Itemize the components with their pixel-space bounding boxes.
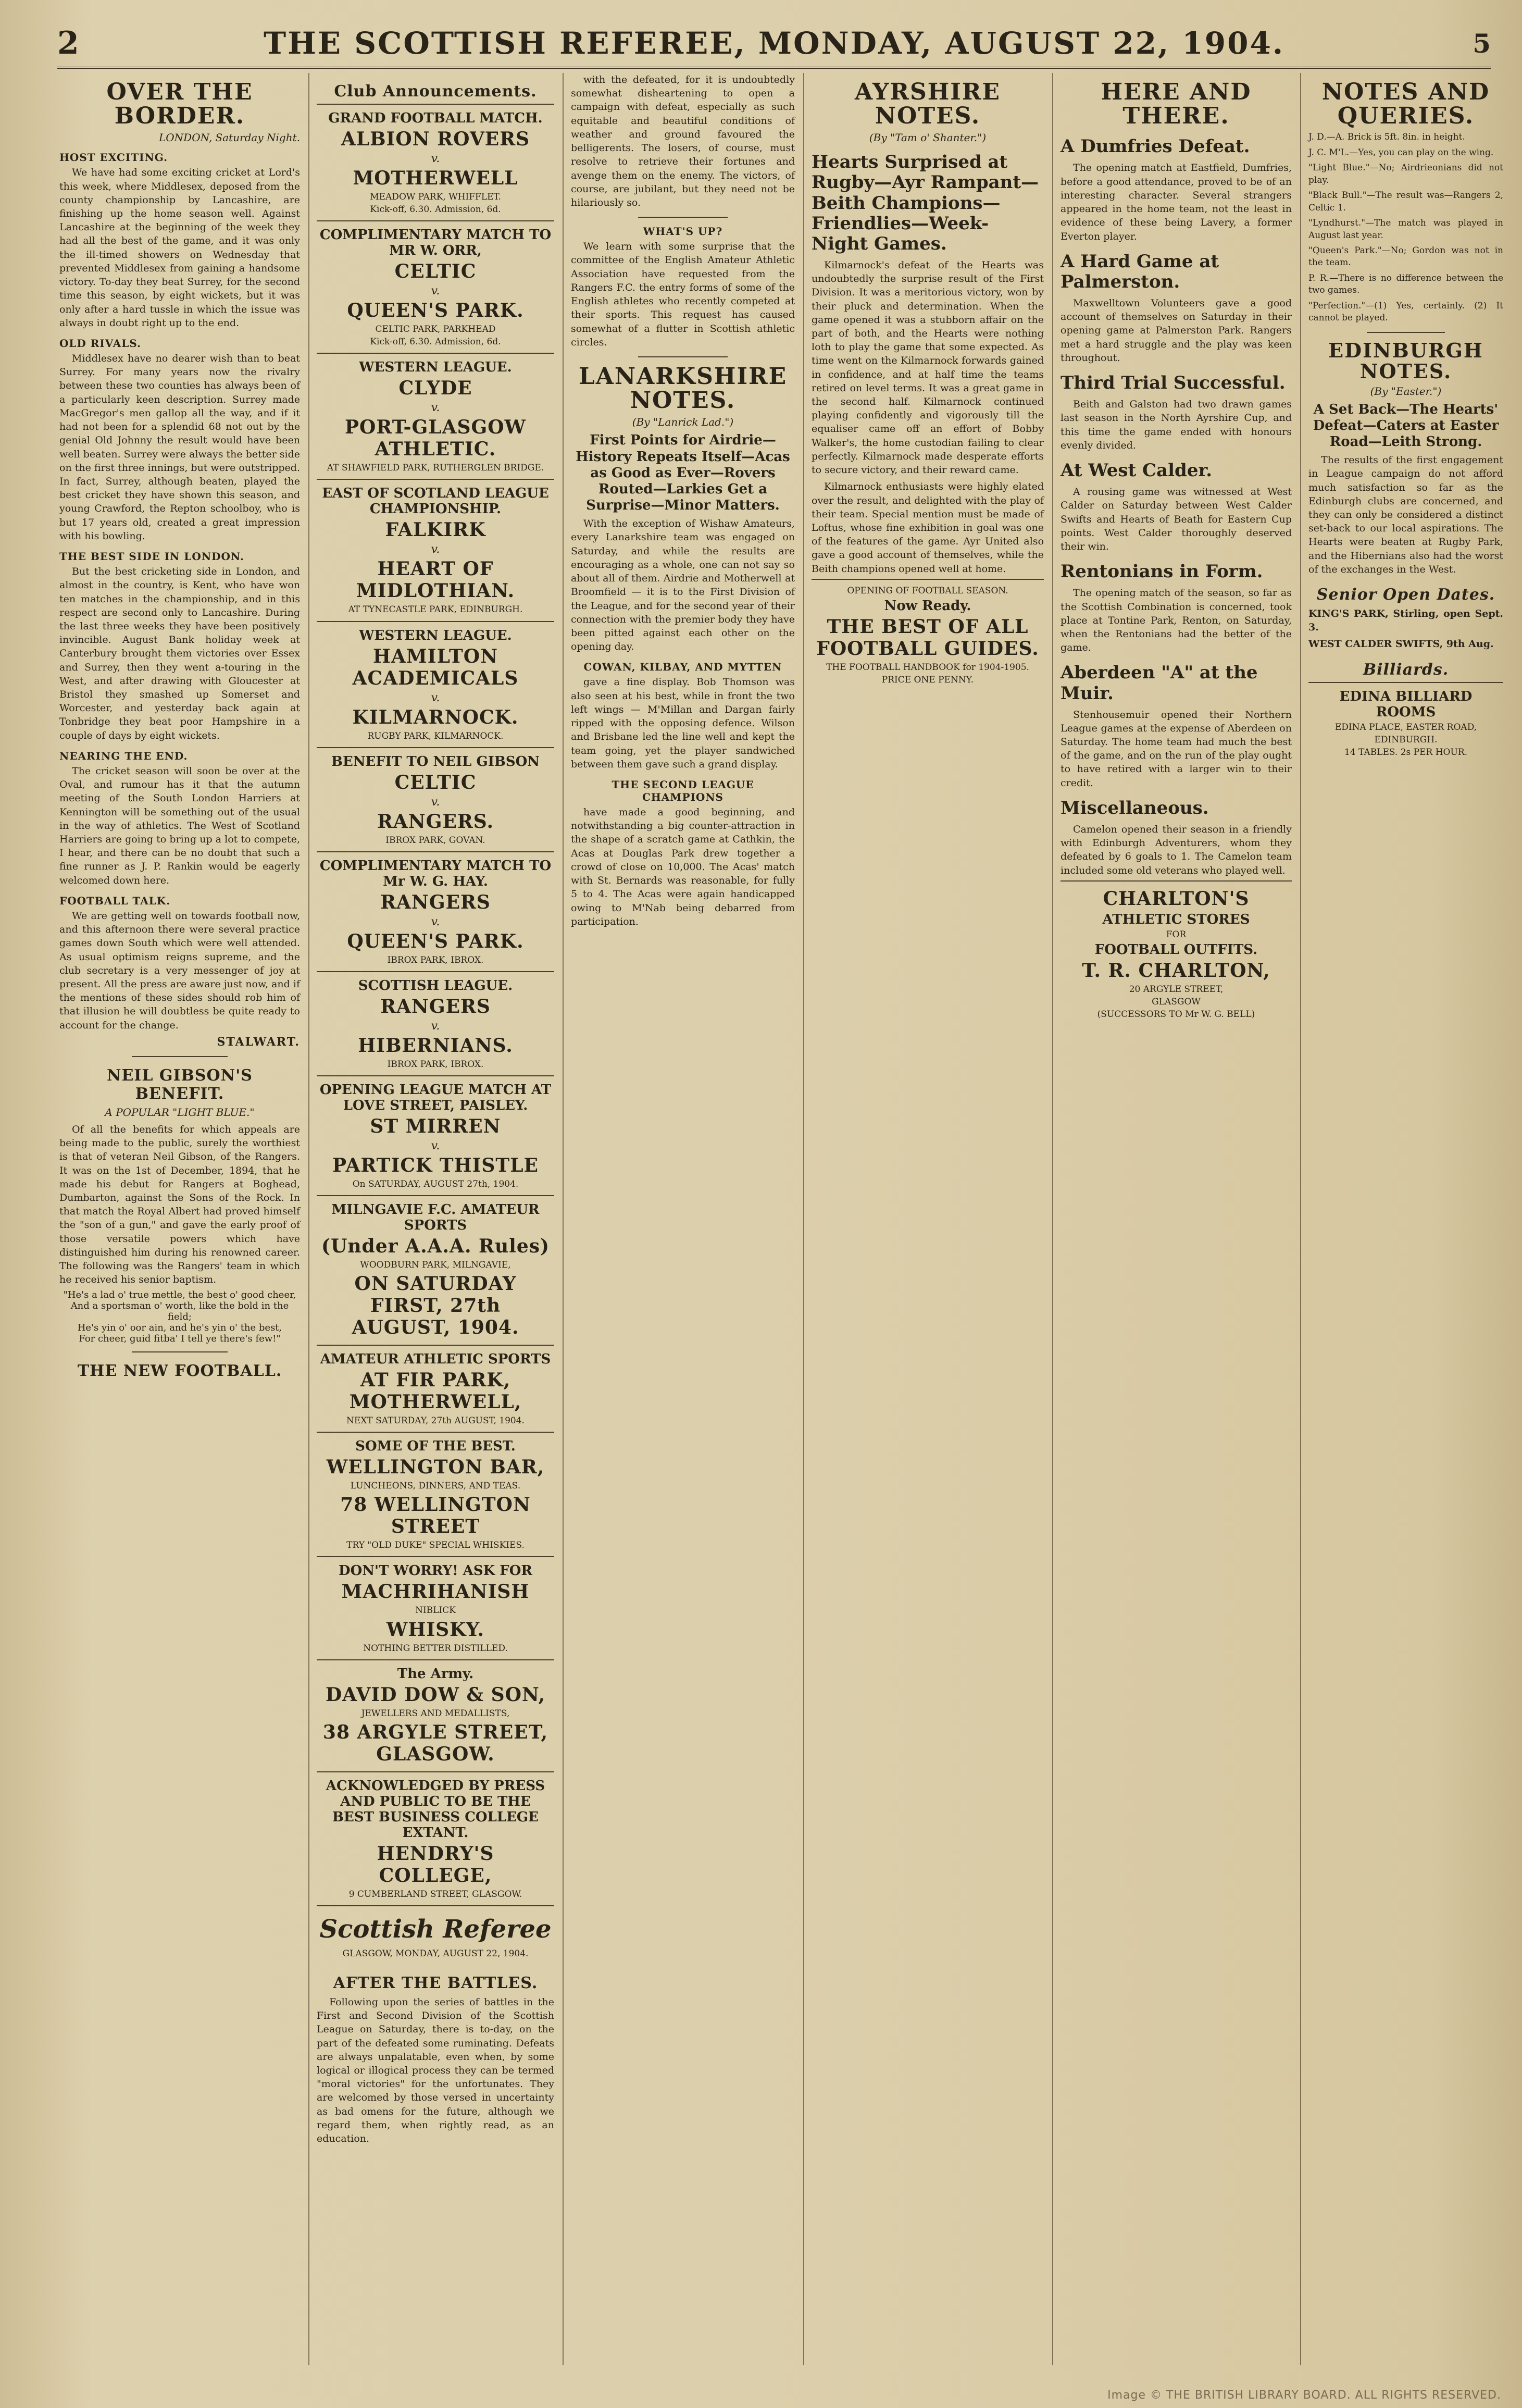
- dateline: LONDON, Saturday Night.: [158, 131, 300, 144]
- here-and-there-headline: HERE AND THERE.: [1101, 79, 1252, 130]
- announcement-line: LUNCHEONS, DINNERS, AND TEAS.: [350, 1481, 521, 1492]
- announcement-line: (Under A.A.A. Rules): [321, 1235, 550, 1258]
- verse: [59, 1289, 300, 1344]
- notes-queries-headline: NOTES AND QUERIES.: [1321, 79, 1490, 130]
- verse-line: He's yin o' oor ain, and he's yin o' the best,: [77, 1322, 282, 1334]
- announcement-line: NIBLICK: [415, 1605, 456, 1616]
- charlton-ad-line: CHARLTON'S: [1103, 887, 1250, 910]
- announcement-line: KILMARNOCK.: [352, 706, 519, 728]
- club-announcement: [317, 621, 554, 747]
- announcement-line: 9 CUMBERLAND STREET, GLASGOW.: [348, 1889, 522, 1900]
- item-text: Stenhousemuir opened their Northern League games at the expense of Aberdeen on Saturday. The home team had much the best of the game, and on the run of the play ought to have retired with a larger win to their credit.: [1061, 709, 1292, 789]
- section-text: The cricket season will soon be over at the Oval, and rumour has it that the autumn meeting of the South London Harriers at Kennington will be something out of the usual in the way of athletics. The West of Scotland Harriers are going to bring up a lot to compete, I hear, and there can be no doubt that such a fine runner as J. P. Rankin would be eagerly welcomed down here.: [59, 765, 300, 886]
- column-over-the-border: [52, 73, 307, 2376]
- after-battles-text: Following upon the series of battles in the First and Second Division of the Scottish League on Saturday, there is to-day, on the part of the defeated some ruminating. Defeats are always unpalatable, even when, by some logical or illogical process they can be termed "moral victories" for the unfortunates. They are welcomed by those versed in uncertainty as bad omens for the future, although we regard them, when rightly read, as an education.: [317, 1996, 554, 2145]
- announcement-line: FALKIRK: [385, 519, 486, 541]
- charlton-ad: [1061, 880, 1292, 1025]
- announcement-line: AT FIR PARK, MOTHERWELL,: [349, 1369, 522, 1413]
- billiards-ad-line: 14 TABLES. 2s PER HOUR.: [1344, 747, 1468, 758]
- announcement-line: OPENING LEAGUE MATCH AT LOVE STREET, PAISLEY.: [319, 1082, 552, 1113]
- ayrshire-text-2: Kilmarnock enthusiasts were highly elated over the result, and delighted with the play of their team. Special mention must be made of Loftus, whose fine exhibition in goal was one of the features of the game. Ayr United also gave a good account of themselves, while the Beith champions opened well at home.: [812, 481, 1044, 575]
- club-announcement: [317, 1195, 554, 1345]
- copyright-watermark: Image © THE BRITISH LIBRARY BOARD. ALL RIGHTS RESERVED.: [1107, 2389, 1501, 2402]
- club-announcement: [317, 104, 554, 220]
- guide-ad-line: PRICE ONE PENNY.: [881, 675, 974, 686]
- edinburgh-byline: (By "Easter."): [1370, 384, 1442, 398]
- item-heading: At West Calder.: [1061, 460, 1213, 481]
- section-heading: FOOTBALL TALK.: [59, 894, 171, 907]
- announcement-line: AMATEUR ATHLETIC SPORTS: [320, 1351, 551, 1368]
- edinburgh-headline: EDINBURGH NOTES.: [1328, 338, 1483, 383]
- item-text: The opening match of the season, so far as the Scottish Combination is concerned, took place at Tontine Park, Renton, on Saturday, when the Rentonians had the better of the game.: [1061, 587, 1292, 654]
- continued-text: with the defeated, for it is undoubtedly somewhat disheartening to open a campaign with defeat, especially as such equitable and beautiful conditions of weather and ground favoured the belligerents. The losers, of course, must resolve to retrieve their fortunes and avenge them on the enemy. The victors, of course, are jubilant, but they need not be hilariously so.: [571, 74, 795, 208]
- feature-headline: NEIL GIBSON'S BENEFIT.: [107, 1066, 253, 1103]
- guide-ad-line: OPENING OF FOOTBALL SEASON.: [847, 585, 1008, 596]
- announcement-line: MEADOW PARK, WHIFFLET.: [370, 192, 501, 202]
- item-text: A rousing game was witnessed at West Calder on Saturday between West Calder Swifts and Hearts of Beath for Eastern Cup points. West Calder thoroughly deserved their win.: [1061, 486, 1292, 552]
- cowan-text: gave a fine display. Bob Thomson was also seen at his best, while in front the two left wings — M'Millan and Dargan fairly ripped with the opposing defence. Wilson and Brisbane led the line well and kept the team going, yet the player sandwiched between them gave such a grand display.: [571, 676, 795, 770]
- announcement-line: CLYDE: [398, 377, 472, 400]
- announcement-line: ST MIRREN: [370, 1115, 501, 1137]
- verse-line: For cheer, guid fitba' I tell ye there's few!": [79, 1333, 281, 1345]
- query-answer: "Lyndhurst."—The match was played in August last year.: [1308, 218, 1503, 241]
- separator: [1367, 332, 1445, 333]
- column-notes-and-queries: [1301, 73, 1511, 2376]
- announcement-line: v.: [431, 401, 440, 415]
- here-and-there-items: [1061, 136, 1292, 877]
- item-text: Maxwelltown Volunteers gave a good account of themselves on Saturday in their opening game at Palmerston Park. Rangers met a hard struggle and the play was keen throughout.: [1061, 297, 1292, 364]
- announcement-line: DON'T WORRY! ASK FOR: [339, 1563, 532, 1579]
- charlton-ad-line: FOOTBALL OUTFITS.: [1094, 941, 1258, 958]
- whats-up-headline: WHAT'S UP?: [643, 225, 723, 238]
- announcement-line: COMPLIMENTARY MATCH TO Mr W. G. HAY.: [319, 858, 552, 889]
- charlton-ad-line: T. R. CHARLTON,: [1082, 959, 1270, 982]
- announcement-line: TRY "OLD DUKE" SPECIAL WHISKIES.: [346, 1540, 525, 1551]
- announcement-line: v.: [431, 284, 440, 298]
- announcement-line: IBROX PARK, GOVAN.: [385, 835, 485, 846]
- senior-open-headline: Senior Open Dates.: [1316, 586, 1495, 604]
- announcement-line: MILNGAVIE F.C. AMATEUR SPORTS: [331, 1202, 540, 1234]
- announcement-line: COMPLIMENTARY MATCH TO MR W. ORR,: [319, 227, 552, 259]
- announcement-line: WESTERN LEAGUE.: [359, 359, 512, 376]
- section-heading: OLD RIVALS.: [59, 337, 142, 350]
- ayrshire-byline: (By "Tam o' Shanter."): [869, 131, 987, 144]
- announcement-line: AT SHAWFIELD PARK, RUTHERGLEN BRIDGE.: [327, 463, 544, 474]
- section-heading: HOST EXCITING.: [59, 151, 168, 164]
- announcement-line: Kick-off, 6.30. Admission, 6d.: [370, 204, 501, 215]
- item-text: The opening match at Eastfield, Dumfries, before a good attendance, proved to be of an interesting character. Several strangers appeared in the home team, not the least in evidence of these being Lavery, a former Everton player.: [1061, 162, 1292, 242]
- announcement-line: CELTIC: [394, 771, 477, 793]
- column-club-announcements: [309, 73, 562, 2376]
- billiards-ad-line: EDINBURGH.: [1374, 734, 1438, 745]
- verse-line: "He's a lad o' true mettle, the best o' good cheer,: [63, 1289, 296, 1301]
- club-announcement: [317, 220, 554, 353]
- announcement-line: DAVID DOW & SON,: [325, 1683, 546, 1706]
- whats-up-text: We learn with some surprise that the committee of the English Amateur Athletic Association have requested from the Rangers F.C. the entry forms of some of the English athletes who recently competed at their sports. This request has caused somewhat of a flutter in Scottish athletic circles.: [571, 241, 795, 348]
- billiards-ad-line: EDINA PLACE, EASTER ROAD,: [1334, 722, 1477, 733]
- advertisements: [317, 104, 554, 1905]
- section-text: We have had some exciting cricket at Lord's this week, where Middlesex, deposed from the county championship by Lancashire, are finishing up the home season well. Against Lancashire at the beginning of the week they had all the best of the game, and it was only the ill-timed showers on Wednesday that prevented Middlesex from gaining a handsome victory. To-day they beat Surrey, for the second time this season, by eight wickets, but it was only after a hard tussle in which the issue was always in doubt right up to the end.: [59, 167, 300, 329]
- edinburgh-text: The results of the first engagement in League campaign do not afford much satisfaction so far as the Edinburgh clubs are concerned, and they can only be considered a distinct set-back to our local aspirations. The Hearts were beaten at Rugby Park, and the Hibernians also had the worst of the exchanges in the West.: [1308, 454, 1503, 575]
- item-text: Camelon opened their season in a friendly with Edinburgh Adventurers, whom they defeated by 6 goals to 1. The Camelon team included some old veterans who played well.: [1061, 824, 1292, 876]
- announcement-line: CELTIC: [394, 260, 477, 283]
- item-heading: Rentonians in Form.: [1061, 561, 1263, 582]
- charlton-ad-line: GLASGOW: [1152, 997, 1201, 1008]
- announcement-line: v.: [431, 795, 440, 809]
- announcement-line: HIBERNIANS.: [358, 1034, 513, 1057]
- announcement-line: NOTHING BETTER DISTILLED.: [363, 1643, 508, 1654]
- feature-subheadline: A POPULAR "LIGHT BLUE.": [105, 1106, 255, 1119]
- queries-list: [1308, 131, 1503, 324]
- paper-logo: Scottish Referee: [319, 1914, 552, 1944]
- announcement-line: 38 ARGYLE STREET, GLASGOW.: [322, 1721, 548, 1765]
- billiards-ad-line: EDINA BILLIARD ROOMS: [1339, 688, 1473, 720]
- announcement-line: GRAND FOOTBALL MATCH.: [328, 110, 543, 126]
- section-text: Middlesex have no dearer wish than to beat Surrey. For many years now the rivalry between these two counties has always been of a particularly keen description. Surrey made MacGregor's men gallop all the way, and if it had not been for a splendid 68 not out by the genial Old Johnny the result would have been well beaten. Surrey were always the better side on the first three innings, but were outstripped. In fact, Surrey, although beaten, played the best cricket they have shown this season, and young Crawford, the Repton schoolboy, who is but 17 years old, created a great impression with his bowling.: [59, 353, 300, 542]
- announcement-line: IBROX PARK, IBROX.: [387, 1059, 484, 1070]
- verse-line: And a sportsman o' worth, like the bold in the field;: [70, 1300, 289, 1323]
- announcement-line: MOTHERWELL: [353, 167, 518, 189]
- club-announcement: [317, 1075, 554, 1195]
- club-announcement: [317, 1659, 554, 1771]
- club-announcement: [317, 1771, 554, 1905]
- signature: STALWART.: [217, 1035, 300, 1049]
- lanarkshire-headline: LANARKSHIRE NOTES.: [578, 363, 788, 414]
- charlton-ad-line: (SUCCESSORS TO Mr W. G. BELL): [1097, 1009, 1255, 1020]
- announcement-line: PORT-GLASGOW ATHLETIC.: [344, 416, 526, 461]
- heading-club-announcements: Club Announcements.: [334, 82, 537, 101]
- column-here-and-there: [1053, 73, 1299, 2376]
- announcement-line: WHISKY.: [386, 1618, 485, 1641]
- announcement-line: v.: [431, 1139, 440, 1152]
- feature-text: Of all the benefits for which appeals are being made to the public, surely the worthiest is that of veteran Neil Gibson, of the Rangers. It was on the 1st of December, 1894, that he made his debut for Rangers at Boghead, Dumbarton, against the Sons of the Rock. In that match the Royal Albert had proved himself the "son of a gun," and gave the early proof of those versatile powers which have distinguished him during his renowned career. The following was the Rangers' team in which he received his senior baptism.: [59, 1123, 300, 1286]
- announcement-line: 78 WELLINGTON STREET: [340, 1494, 531, 1538]
- edinburgh-subhead: A Set Back—The Hearts' Defeat—Caters at Easter Road—Leith Strong.: [1313, 401, 1499, 450]
- announcement-line: BENEFIT TO NEIL GIBSON: [331, 753, 540, 769]
- announcement-line: v.: [431, 691, 440, 704]
- club-announcement: [317, 971, 554, 1075]
- item-text: Beith and Galston had two drawn games last season in the North Ayrshire Cup, and this time the game ended with honours evenly divided.: [1061, 399, 1292, 451]
- announcement-line: EAST OF SCOTLAND LEAGUE CHAMPIONSHIP.: [322, 486, 549, 517]
- football-guide-ad: [812, 579, 1044, 691]
- club-announcement: [317, 1432, 554, 1556]
- club-announcement: [317, 747, 554, 851]
- ayrshire-headline: AYRSHIRE NOTES.: [855, 79, 1001, 130]
- billiards-ad: [1308, 682, 1503, 763]
- guide-ad-line: THE BEST OF ALL FOOTBALL GUIDES.: [816, 615, 1039, 660]
- article-sections: [59, 151, 300, 1032]
- charlton-ad-line: ATHLETIC STORES: [1102, 911, 1250, 927]
- announcement-line: On SATURDAY, AUGUST 27th, 1904.: [352, 1178, 519, 1189]
- ayrshire-subhead: Hearts Surprised at Rugby—Ayr Rampant—Beith Champions—Friendlies—Week-Night Games.: [812, 152, 1039, 254]
- announcement-line: The Army.: [397, 1666, 474, 1682]
- announcement-line: WOODBURN PARK, MILNGAVIE,: [360, 1260, 511, 1271]
- announcement-line: RANGERS: [380, 891, 491, 913]
- columns: [52, 73, 1511, 2376]
- column-lanarkshire: [564, 73, 802, 2376]
- announcement-line: WESTERN LEAGUE.: [359, 627, 512, 643]
- page-number: 2: [57, 25, 79, 61]
- announcement-line: HAMILTON ACADEMICALS: [352, 645, 519, 689]
- second-league-headline: THE SECOND LEAGUE CHAMPIONS: [612, 778, 754, 803]
- announcement-line: SOME OF THE BEST.: [355, 1438, 516, 1455]
- separator: [132, 1056, 228, 1057]
- announcement-line: RANGERS: [380, 995, 491, 1017]
- club-announcement: [317, 479, 554, 620]
- billiards-headline: Billiards.: [1363, 660, 1449, 679]
- senior-open-list: [1308, 607, 1503, 651]
- bottom-headline: THE NEW FOOTBALL.: [77, 1362, 282, 1381]
- paper-date: GLASGOW, MONDAY, AUGUST 22, 1904.: [342, 1948, 529, 1959]
- query-answer: "Queen's Park."—No; Gordon was not in the team.: [1308, 245, 1503, 268]
- edge-mark: 5: [1473, 28, 1491, 59]
- item-heading: Third Trial Successful.: [1061, 373, 1286, 394]
- senior-open-entry: WEST CALDER SWIFTS, 9th Aug.: [1308, 638, 1494, 650]
- query-answer: J. D.—A. Brick is 5ft. 8in. in height.: [1308, 132, 1465, 143]
- item-heading: Aberdeen "A" at the Muir.: [1061, 662, 1258, 704]
- query-answer: P. R.—There is no difference between the two games.: [1308, 272, 1503, 296]
- query-answer: "Light Blue."—No; Airdrieonians did not play.: [1308, 163, 1503, 185]
- club-announcement: [317, 851, 554, 971]
- item-heading: A Hard Game at Palmerston.: [1061, 251, 1219, 292]
- newspaper-title: THE SCOTTISH REFEREE, MONDAY, AUGUST 22, 1904.: [263, 26, 1285, 61]
- announcement-line: NEXT SATURDAY, 27th AUGUST, 1904.: [346, 1416, 525, 1426]
- masthead-box: [317, 1905, 554, 1965]
- after-battles-headline: AFTER THE BATTLES.: [333, 1973, 538, 1992]
- lanarkshire-text: With the exception of Wishaw Amateurs, every Lanarkshire team was engaged on Saturday, and while the results are encouraging as a whole, one can not say so about all of them. Airdrie and Motherwell at Broomfield — it is to the First Division of the League, and for the second year of their connection with the premier body they have been pitted against each other on the opening day.: [571, 518, 795, 653]
- club-announcement: [317, 1556, 554, 1659]
- separator: [638, 356, 728, 357]
- query-answer: J. C. M'L.—Yes, you can play on the wing.: [1308, 147, 1494, 158]
- announcement-line: v.: [431, 1019, 440, 1033]
- announcement-line: JEWELLERS AND MEDALLISTS,: [361, 1708, 510, 1719]
- announcement-line: AT TYNECASTLE PARK, EDINBURGH.: [348, 604, 523, 615]
- announcement-line: QUEEN'S PARK.: [347, 300, 524, 322]
- charlton-ad-line: 20 ARGYLE STREET,: [1129, 984, 1224, 995]
- guide-ad-line: THE FOOTBALL HANDBOOK for 1904-1905.: [826, 662, 1029, 673]
- masthead: [57, 20, 1491, 69]
- query-answer: "Black Bull."—The result was—Rangers 2, Celtic 1.: [1308, 190, 1503, 213]
- section-text: But the best cricketing side in London, and almost in the country, is Kent, who have won ten matches in the championship, and in this respect are second only to Lancashire. During the last three weeks they have been positively invincible. August Bank holiday week at Canterbury brought them victories over Essex and Surrey, then they went a-touring in the West, and after drawing with Gloucester at Bristol they smashed up Somerset and Worcester, and yesterday back again at Tonbridge they beat poor Hampshire in a couple of days by eight wickets.: [59, 566, 300, 741]
- separator: [638, 217, 728, 218]
- headline-over-the-border: OVER THE BORDER.: [106, 79, 253, 130]
- announcement-line: RANGERS.: [377, 810, 494, 833]
- section-heading: THE BEST SIDE IN LONDON.: [59, 550, 244, 563]
- announcement-line: RUGBY PARK, KILMARNOCK.: [367, 730, 504, 741]
- announcement-line: PARTICK THISTLE: [332, 1154, 539, 1176]
- announcement-line: ACKNOWLEDGED BY PRESS AND PUBLIC TO BE THE BEST BUSINESS COLLEGE EXTANT.: [326, 1778, 545, 1841]
- second-league-text: have made a good beginning, and notwithstanding a big counter-attraction in the shape of a scratch game at Cathkin, the Acas at Douglas Park drew together a crowd of close on 10,000. The Acas' match with St. Bernards was reasonable, for fully 5 to 4. The Acas were again handicapped owing to M'Nab being debarred from participation.: [571, 806, 795, 927]
- announcement-line: HEART OF MIDLOTHIAN.: [356, 558, 515, 602]
- announcement-line: ON SATURDAY FIRST, 27th AUGUST, 1904.: [352, 1273, 519, 1339]
- club-announcement: [317, 1345, 554, 1432]
- lanarkshire-subhead: First Points for Airdrie—History Repeats Itself—Acas as Good as Ever—Rovers Routed—Larkies Get a Surprise—Minor Matters.: [576, 432, 790, 514]
- charlton-ad-line: FOR: [1166, 929, 1187, 940]
- ayrshire-text: Kilmarnock's defeat of the Hearts was undoubtedly the surprise result of the First Division. It was a meritorious victory, won by their pluck and determination. When the game opened it was a stubborn affair on the part of both, and the Hearts were nothing loth to play the game that some expected. As time went on the Kilmarnock forwards gained in confidence, and at half time the teams retired on level terms. It was a great game in the second half. Kilmarnock continued playing confidently and vigorously till the equaliser came off an effort of Bobby Walker's, the home custodian failing to clear perfectly. Kilmarnock made desperate efforts to secure victory, and their reward came.: [812, 259, 1044, 476]
- announcement-line: v.: [431, 543, 440, 556]
- query-answer: "Perfection."—(1) Yes, certainly. (2) It cannot be played.: [1308, 300, 1503, 324]
- senior-open-entry: KING'S PARK, Stirling, open Sept. 3.: [1308, 608, 1503, 634]
- announcement-line: HENDRY'S COLLEGE,: [377, 1842, 494, 1886]
- item-heading: A Dumfries Defeat.: [1061, 136, 1250, 157]
- announcement-line: Kick-off, 6.30. Admission, 6d.: [370, 337, 501, 347]
- lanarkshire-byline: (By "Lanrick Lad."): [632, 416, 734, 429]
- announcement-line: MACHRIHANISH: [341, 1581, 530, 1603]
- announcement-line: WELLINGTON BAR,: [326, 1456, 545, 1479]
- announcement-line: IBROX PARK, IBROX.: [387, 954, 484, 965]
- club-announcement: [317, 353, 554, 479]
- announcement-line: SCOTTISH LEAGUE.: [358, 977, 513, 994]
- section-heading: NEARING THE END.: [59, 749, 188, 762]
- section-text: We are getting well on towards football now, and this afternoon there were several practice games down South which were well attended. As usual optimism reigns supreme, and the club secretary is a very messenger of joy at present. All the press are aware just now, and if the mentions of these sides should rob him of that illusion he will doubtless be quite ready to account for the change.: [59, 910, 300, 1031]
- item-heading: Miscellaneous.: [1061, 797, 1209, 818]
- announcement-line: ALBION ROVERS: [341, 128, 530, 150]
- column-ayrshire: [804, 73, 1051, 2376]
- cowan-headline: COWAN, KILBAY, AND MYTTEN: [583, 661, 782, 674]
- announcement-line: CELTIC PARK, PARKHEAD: [375, 324, 496, 335]
- announcement-line: QUEEN'S PARK.: [347, 930, 524, 952]
- announcement-line: v.: [431, 152, 440, 165]
- announcement-line: v.: [431, 915, 440, 928]
- separator: [132, 1351, 228, 1352]
- guide-ad-line: Now Ready.: [884, 598, 971, 614]
